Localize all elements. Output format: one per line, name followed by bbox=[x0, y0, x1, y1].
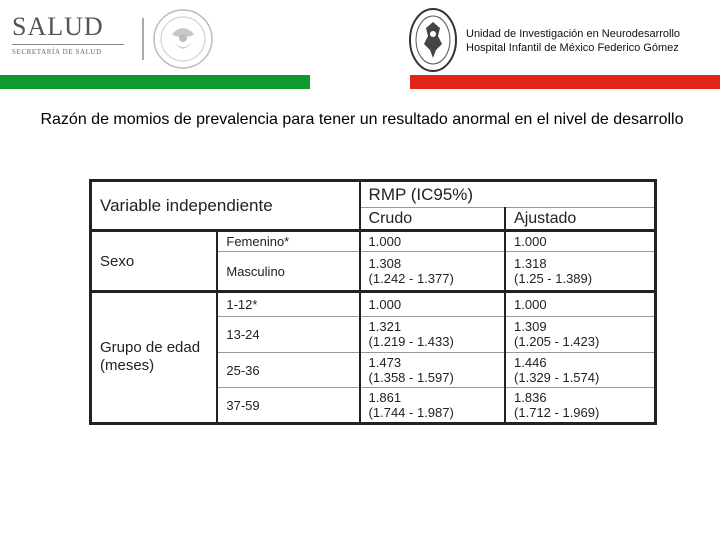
header-crudo: Crudo bbox=[360, 208, 506, 231]
ajustado-value: 1.446 bbox=[514, 355, 547, 371]
institution-hospital: Hospital Infantil de México Federico Gómez bbox=[466, 42, 679, 54]
mexico-seal-icon bbox=[150, 8, 216, 70]
header-divider bbox=[142, 18, 144, 60]
ajustado-cell: 1.000 bbox=[505, 291, 655, 316]
crudo-value: 1.308 bbox=[368, 256, 402, 272]
level-cell: Femenino* bbox=[217, 231, 359, 252]
header-variable: Variable independiente bbox=[91, 181, 360, 231]
ajustado-cell bbox=[505, 317, 655, 353]
ajustado-cell bbox=[505, 252, 655, 292]
table-row bbox=[91, 291, 656, 316]
ajustado-ci: (1.712 - 1.969) bbox=[514, 405, 600, 421]
ajustado-value: 1.318 bbox=[514, 256, 547, 272]
level-cell: Masculino bbox=[217, 252, 359, 292]
crudo-cell: 1.000 bbox=[360, 291, 506, 316]
ajustado-cell bbox=[505, 352, 655, 388]
crudo-cell bbox=[360, 352, 506, 388]
ajustado-cell: 1.000 bbox=[505, 231, 655, 252]
institution-unit: Unidad de Investigación en Neurodesarrollo bbox=[466, 28, 681, 40]
group-edad-line1: Grupo de edad bbox=[100, 339, 201, 357]
group-sexo: Sexo bbox=[91, 231, 218, 292]
crudo-ci: (1.219 - 1.433) bbox=[368, 334, 454, 350]
salud-logo-subtitle: SECRETARÍA DE SALUD bbox=[12, 48, 102, 56]
ajustado-cell bbox=[505, 388, 655, 424]
ajustado-ci: (1.25 - 1.389) bbox=[514, 271, 593, 287]
level-cell: 37-59 bbox=[217, 388, 359, 424]
ajustado-value: 1.309 bbox=[514, 319, 547, 335]
ajustado-ci: (1.205 - 1.423) bbox=[514, 334, 600, 350]
salud-logo-word: SALUD bbox=[12, 12, 104, 41]
level-cell: 25-36 bbox=[217, 352, 359, 388]
red-header-bar bbox=[410, 75, 720, 89]
institution-info bbox=[466, 27, 680, 55]
level-cell: 1-12* bbox=[217, 291, 359, 316]
crudo-cell bbox=[360, 252, 506, 292]
header-rmp: RMP (IC95%) bbox=[360, 181, 656, 208]
slide-title: Razón de momios de prevalencia para tener un resultado anormal en el nivel de desarrollo bbox=[40, 111, 684, 128]
header-ajustado: Ajustado bbox=[505, 208, 655, 231]
crudo-cell bbox=[360, 317, 506, 353]
crudo-ci: (1.744 - 1.987) bbox=[368, 405, 454, 421]
crudo-value: 1.321 bbox=[368, 319, 402, 335]
rmp-table bbox=[89, 179, 657, 425]
hospital-seal-icon bbox=[408, 6, 458, 74]
salud-logo bbox=[12, 14, 132, 54]
ajustado-value: 1.836 bbox=[514, 390, 547, 406]
level-cell: 13-24 bbox=[217, 317, 359, 353]
crudo-cell bbox=[360, 388, 506, 424]
rmp-table-container bbox=[89, 179, 657, 425]
crudo-ci: (1.242 - 1.377) bbox=[368, 271, 454, 287]
group-edad-line2: (meses) bbox=[100, 357, 155, 375]
table-row bbox=[91, 231, 656, 252]
crudo-cell: 1.000 bbox=[360, 231, 506, 252]
group-edad bbox=[91, 291, 218, 423]
ajustado-ci: (1.329 - 1.574) bbox=[514, 370, 600, 386]
crudo-ci: (1.358 - 1.597) bbox=[368, 370, 454, 386]
crudo-value: 1.473 bbox=[368, 355, 402, 371]
salud-logo-rule bbox=[12, 44, 124, 45]
green-header-bar bbox=[0, 75, 310, 89]
crudo-value: 1.861 bbox=[368, 390, 402, 406]
